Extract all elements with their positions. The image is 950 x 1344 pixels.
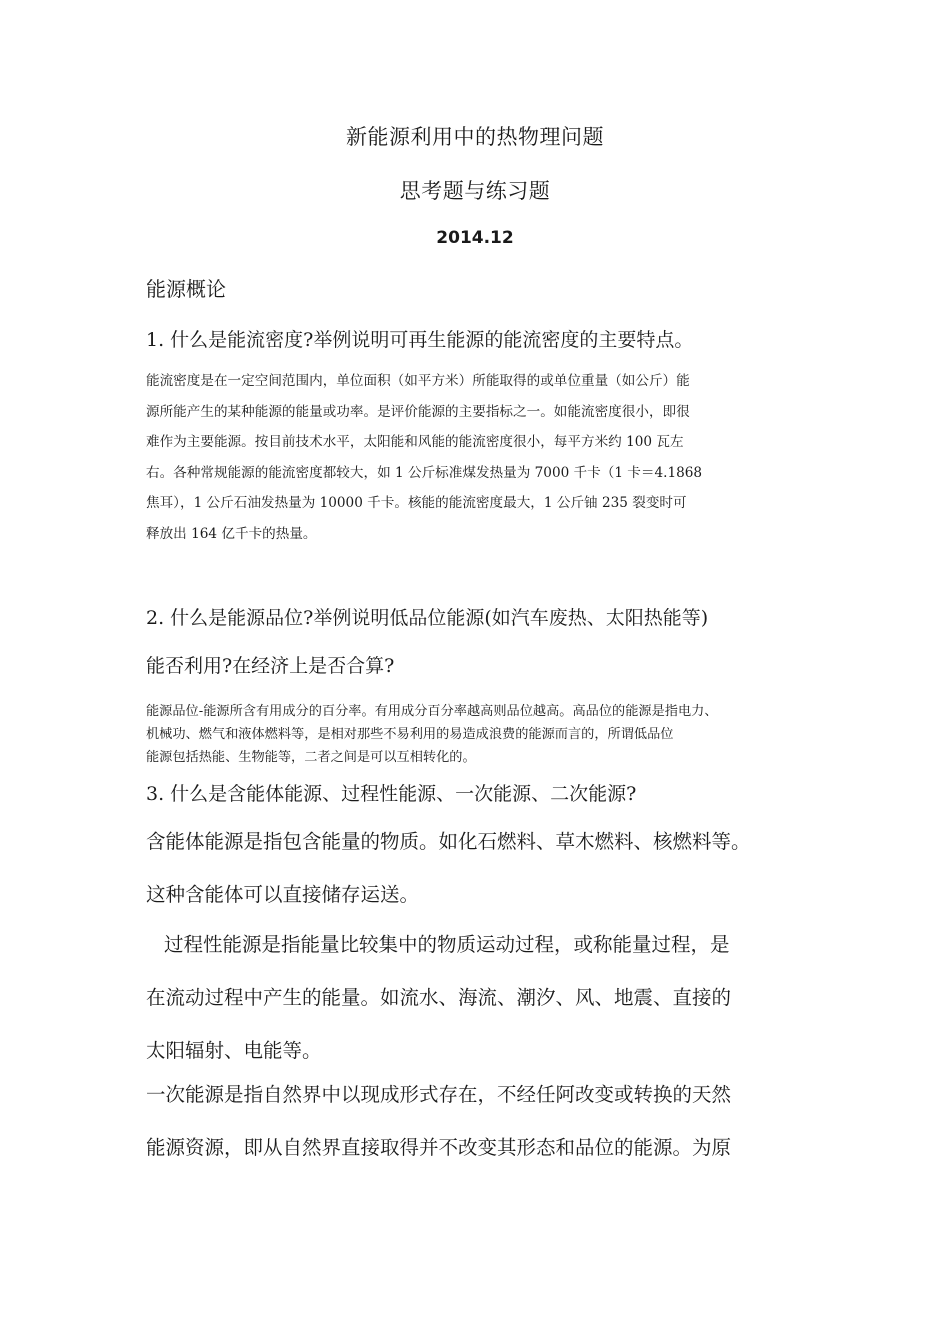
document-title: 新能源利用中的热物理问题 <box>346 125 604 149</box>
answer-1-line: 右。各种常规能源的能流密度都较大，如 1 公斤标准煤发热量为 7000 千卡（1 卡＝4.1868 <box>146 464 703 481</box>
answer-1 <box>146 366 810 550</box>
section-heading: 能源概论 <box>146 277 226 301</box>
answer-1-line: 难作为主要能源。按目前技术水平，太阳能和风能的能流密度很小，每平方米约 100 瓦左 <box>146 434 684 451</box>
question-2-line: 能否利用?在经济上是否合算? <box>146 655 395 677</box>
answer-2-line: 能源包括热能、生物能等，二者之间是可以互相转化的。 <box>146 750 476 765</box>
answer-3-paragraph-2 <box>146 918 810 1077</box>
answer-3-line: 一次能源是指自然界中以现成形式存在，不经任阿改变或转换的天然 <box>146 1083 732 1106</box>
answer-1-line: 释放出 164 亿千卡的热量。 <box>146 525 317 542</box>
answer-3-paragraph-3 <box>146 1068 810 1174</box>
question-3: 3. 什么是含能体能源、过程性能源、一次能源、二次能源? <box>146 783 637 805</box>
question-2 <box>146 596 806 688</box>
answer-3-line: 太阳辐射、电能等。 <box>146 1039 322 1062</box>
answer-3-line: 能源资源，即从自然界直接取得并不改变其形态和品位的能源。为原 <box>146 1136 732 1159</box>
answer-1-line: 源所能产生的某种能源的能量或功率。是评价能源的主要指标之一。如能流密度很小，即很 <box>146 403 690 420</box>
question-1: 1. 什么是能流密度?举例说明可再生能源的能流密度的主要特点。 <box>146 329 694 351</box>
answer-1-line: 焦耳），1 公斤石油发热量为 10000 千卡。核能的能流密度最大，1 公斤铀 235 裂变时可 <box>146 495 687 512</box>
document-date: 2014.12 <box>436 228 514 248</box>
answer-3-line: 这种含能体可以直接储存运送。 <box>146 883 420 906</box>
question-2-line: 2. 什么是能源品位?举例说明低品位能源(如汽车废热、太阳热能等) <box>146 607 709 629</box>
answer-3-line: 过程性能源是指能量比较集中的物质运动过程，或称能量过程，是 <box>164 933 730 956</box>
answer-2-line: 能源品位-能源所含有用成分的百分率。有用成分百分率越高则品位越高。高品位的能源是指电力、 <box>146 704 718 719</box>
answer-2-line: 机械功、燃气和液体燃料等，是相对那些不易利用的易造成浪费的能源而言的，所谓低品位 <box>146 727 674 742</box>
document-subtitle: 思考题与练习题 <box>399 179 551 203</box>
answer-1-line: 能流密度是在一定空间范围内，单位面积（如平方米）所能取得的或单位重量（如公斤）能 <box>146 373 690 389</box>
answer-3-paragraph-1 <box>146 815 810 921</box>
answer-2 <box>146 700 810 769</box>
answer-3-line: 在流动过程中产生的能量。如流水、海流、潮汐、风、地震、直接的 <box>146 986 732 1009</box>
answer-3-line: 含能体能源是指包含能量的物质。如化石燃料、草木燃料、核燃料等。 <box>146 830 751 853</box>
